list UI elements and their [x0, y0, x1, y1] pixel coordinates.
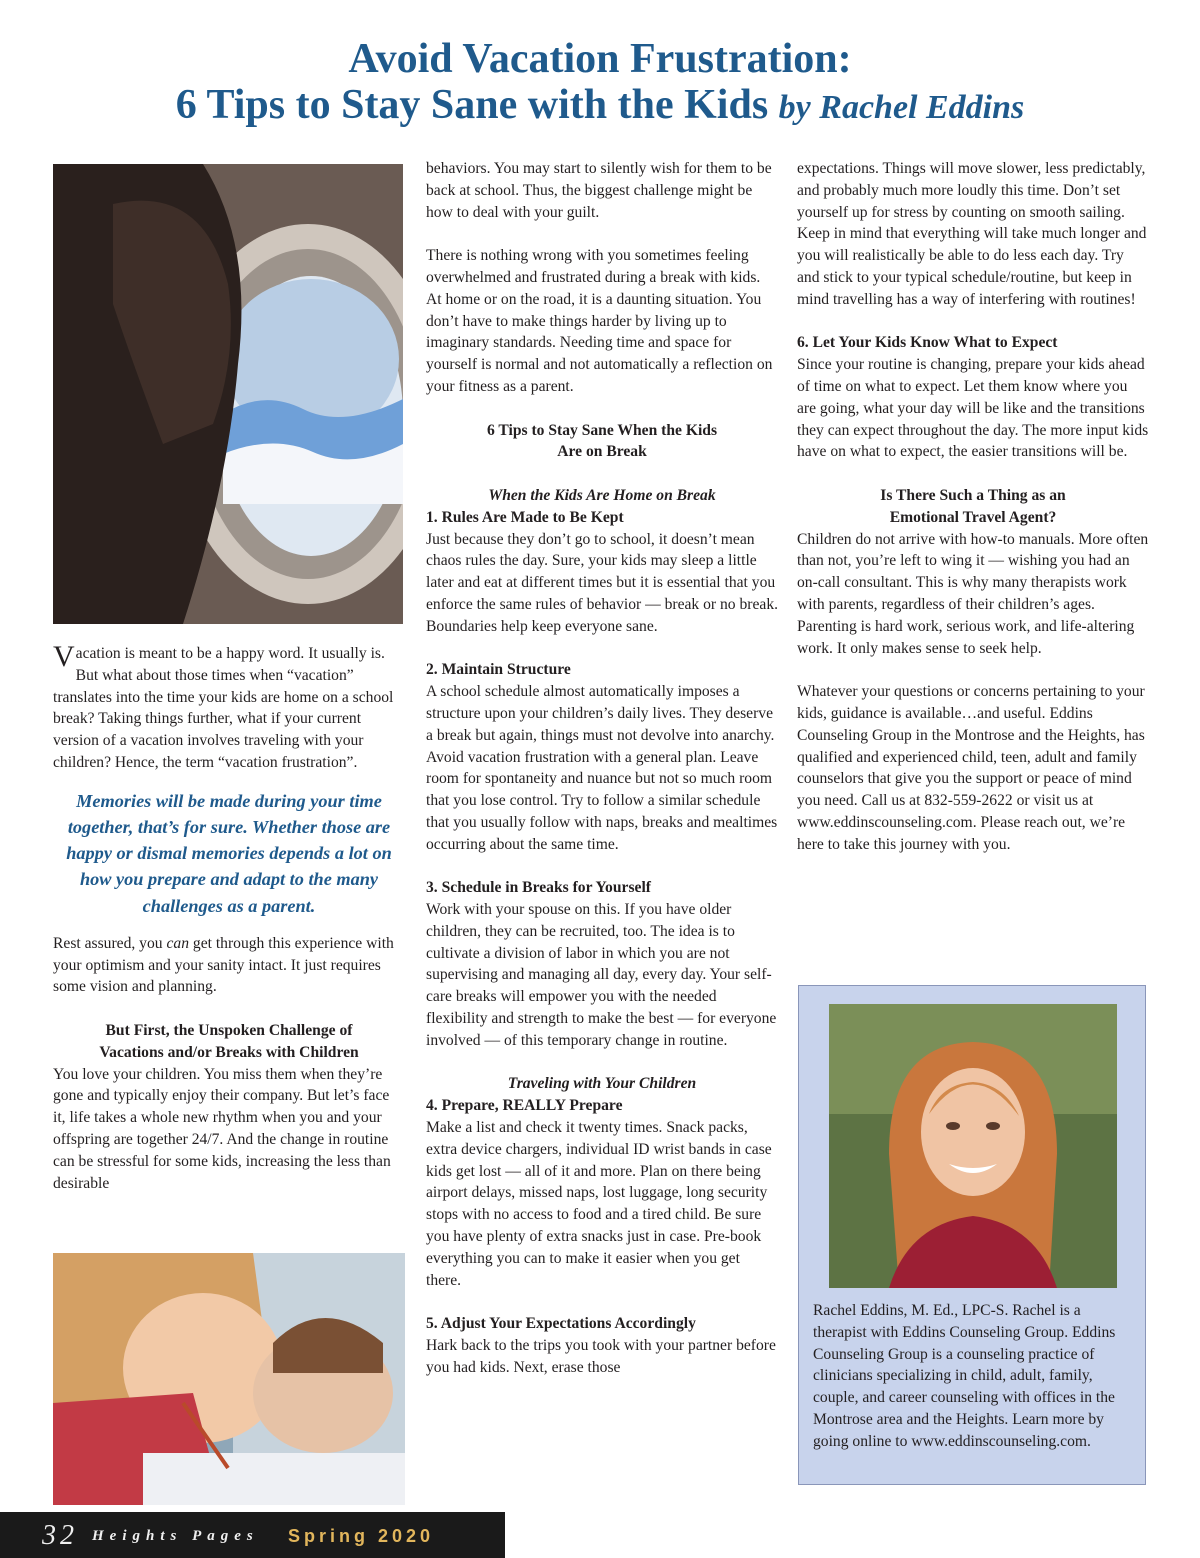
col2-paragraph-1: behaviors. You may start to silently wish for them to be back at school. Thus, the biggest challenge might be how to deal with your guilt. [426, 160, 772, 221]
rest-assured-text-1: Rest assured, you [53, 934, 167, 952]
col2-paragraph-2: There is nothing wrong with you sometimes feeling overwhelmed and frustrated during a break with kids. At home or on the road, it is a daunting situation. You don’t have to make things harder by living up to imaginary standards. Needing time and space for yourself is normal and not automatically a reflection on your fitness as a parent. [426, 247, 773, 395]
subheading-home: When the Kids Are Home on Break [488, 486, 716, 504]
drop-cap: V [53, 640, 75, 673]
author-bio-box [798, 985, 1146, 1485]
tip-3-body: Work with your spouse on this. If you have older children, they can be recruited, too. The idea is to cultivate a division of labor in which you are not supervising and managing all day, every day. Your self-care breaks will empower you with the needed flexibility and strength to make the best — for everyone involved — of this temporary change in routine. [426, 901, 777, 1049]
title-line-2 [0, 82, 1200, 131]
child-drawing-illustration [53, 1253, 405, 1505]
column-2 [426, 158, 778, 1379]
heading-line-2: Vacations and/or Breaks with Children [99, 1043, 359, 1061]
issue-label: Spring 2020 [288, 1526, 435, 1546]
tip-1-title: 1. Rules Are Made to Be Kept [426, 508, 624, 526]
col3-paragraph-1: expectations. Things will move slower, less predictably, and probably much more loudly this time. Don’t set yourself up for stress by counting on smooth sailing. Keep in mind that everything will take much longer and you will realistically be able to do less each day. Try and stick to your typical schedule/routine, but keep in mind travelling has a way of interfering with routines! [797, 160, 1147, 308]
title-line-1: Avoid Vacation Frustration: [348, 36, 852, 82]
love-children-paragraph: You love your children. You miss them when they’re gone and typically enjoy their company. But let’s face it, life takes a whole new rhythm when you and your offspring are together 24/7. And the change in routine can be stressful for some kids, increasing the less than desirable [53, 1065, 391, 1192]
rest-assured-text-2: get through this experience with your optimism and your sanity intact. It just requires some vision and planning. [53, 934, 394, 996]
column-3 [797, 158, 1149, 856]
tip-2-title: 2. Maintain Structure [426, 661, 571, 679]
airplane-window-photo [53, 164, 403, 624]
rest-assured-paragraph [53, 933, 405, 998]
magazine-name: Heights Pages [92, 1528, 259, 1544]
tips-heading-line-1: 6 Tips to Stay Sane When the Kids [486, 421, 718, 439]
child-drawing-photo [53, 1253, 405, 1505]
tip-3-title: 3. Schedule in Breaks for Yourself [426, 879, 651, 897]
tip-1-body: Just because they don’t go to school, it doesn’t mean chaos rules the day. Sure, your kids may sleep a little later and eat at different times but it is essential that you enforce the same rules of behavior — break or no break. Boundaries help keep everyone sane. [426, 530, 779, 635]
col3-paragraph-3: Whatever your questions or concerns pertaining to your kids, guidance is available…and useful. Eddins Counseling Group in the Montrose and the Heights, has qualified and experienced child, teen, adult and family counselors that give you the support or peace of mind you need. Call us at 832-559-2622 or visit us at www.eddinscounseling.com. Please reach out, we’re here to take this journey with you. [797, 683, 1145, 853]
tip-4-title: 4. Prepare, REALLY Prepare [426, 1097, 623, 1115]
tips-heading-line-2: Are on Break [557, 443, 647, 461]
page-number: 32 [42, 1520, 78, 1551]
page-footer [0, 1512, 505, 1558]
tip-5-title: 5. Adjust Your Expectations Accordingly [426, 1315, 696, 1333]
section-heading-unspoken [53, 1020, 405, 1064]
author-portrait-illustration [829, 1004, 1117, 1288]
tip-5-body: Hark back to the trips you took with your partner before you had kids. Next, erase those [426, 1337, 776, 1376]
heading-line-1: But First, the Unspoken Challenge of [105, 1021, 353, 1039]
tip-6-title: 6. Let Your Kids Know What to Expect [797, 334, 1058, 352]
author-photo [829, 1004, 1117, 1288]
tip-2-body: A school schedule almost automatically imposes a structure upon your children’s daily lives. They deserve a break but again, things must not devolve into anarchy. Avoid vacation frustration with a general plan. Leave room for spontaneity and nuance but not so much room that you lose control. Try to follow a similar schedule that you usually follow with naps, breaks and mealtimes occurring about the same time. [426, 683, 778, 853]
tip-4-body: Make a list and check it twenty times. Snack packs, extra device chargers, individual ID wrist bands in case kids get lost — all of it and more. Plan on there being airport delays, missed naps, lost luggage, long security stops with no access to food and a tired child. Be sure you have plenty of extra snacks just in case. Pre-book everything you can to make it easier when you get there. [426, 1119, 772, 1289]
airplane-window-illustration [53, 164, 403, 624]
title-line-2-text: 6 Tips to Stay Sane with the Kids [175, 82, 769, 128]
tip-6-body: Since your routine is changing, prepare your kids ahead of time on what to expect. Let them know where you are going, what your day will be like and the transitions they can expect throughout the day. The more input kids have on what to expect, the easier transitions will be. [797, 356, 1149, 461]
article-title [0, 36, 1200, 131]
author-bio-text: Rachel Eddins, M. Ed., LPC-S. Rachel is a therapist with Eddins Counseling Group. Eddins Counseling Group is a counseling practice of clinicians specializing in child, adult, family, couple, and career counseling with offices in the Montrose area and the Heights. Learn more by going online to www.eddinscounseling.com. [813, 1302, 1116, 1450]
byline: by Rachel Eddins [778, 89, 1025, 126]
col3-paragraph-2: Children do not arrive with how-to manuals. More often than not, you’re left to wing it — wishing you had an on-call consultant. This is why many therapists work with parents, regardless of their children’s ages. Parenting is hard work, serious work, and life-altering work. It only makes sense to seek help. [797, 530, 1149, 657]
subheading-traveling: Traveling with Your Children [507, 1075, 697, 1093]
pull-quote: Memories will be made during your time together, that’s for sure. Whether those are happy or dismal memories depends a lot on how you prepare and adapt to the many challenges as a parent. [66, 790, 392, 916]
section-heading-travel-agent [797, 485, 1149, 529]
rest-assured-italic: can [166, 934, 189, 952]
travel-agent-heading-line-1: Is There Such a Thing as an [880, 486, 1066, 504]
column-1 [53, 640, 405, 1194]
intro-paragraph [53, 640, 405, 774]
travel-agent-heading-line-2: Emotional Travel Agent? [889, 508, 1057, 526]
tips-heading [426, 420, 778, 464]
intro-text: acation is meant to be a happy word. It usually is. But what about those times when “vacation” translates into the time your kids are home on a school break? Taking things further, what if your current version of a vacation involves traveling with your children? Hence, the term “vacation frustration”. [53, 645, 394, 771]
